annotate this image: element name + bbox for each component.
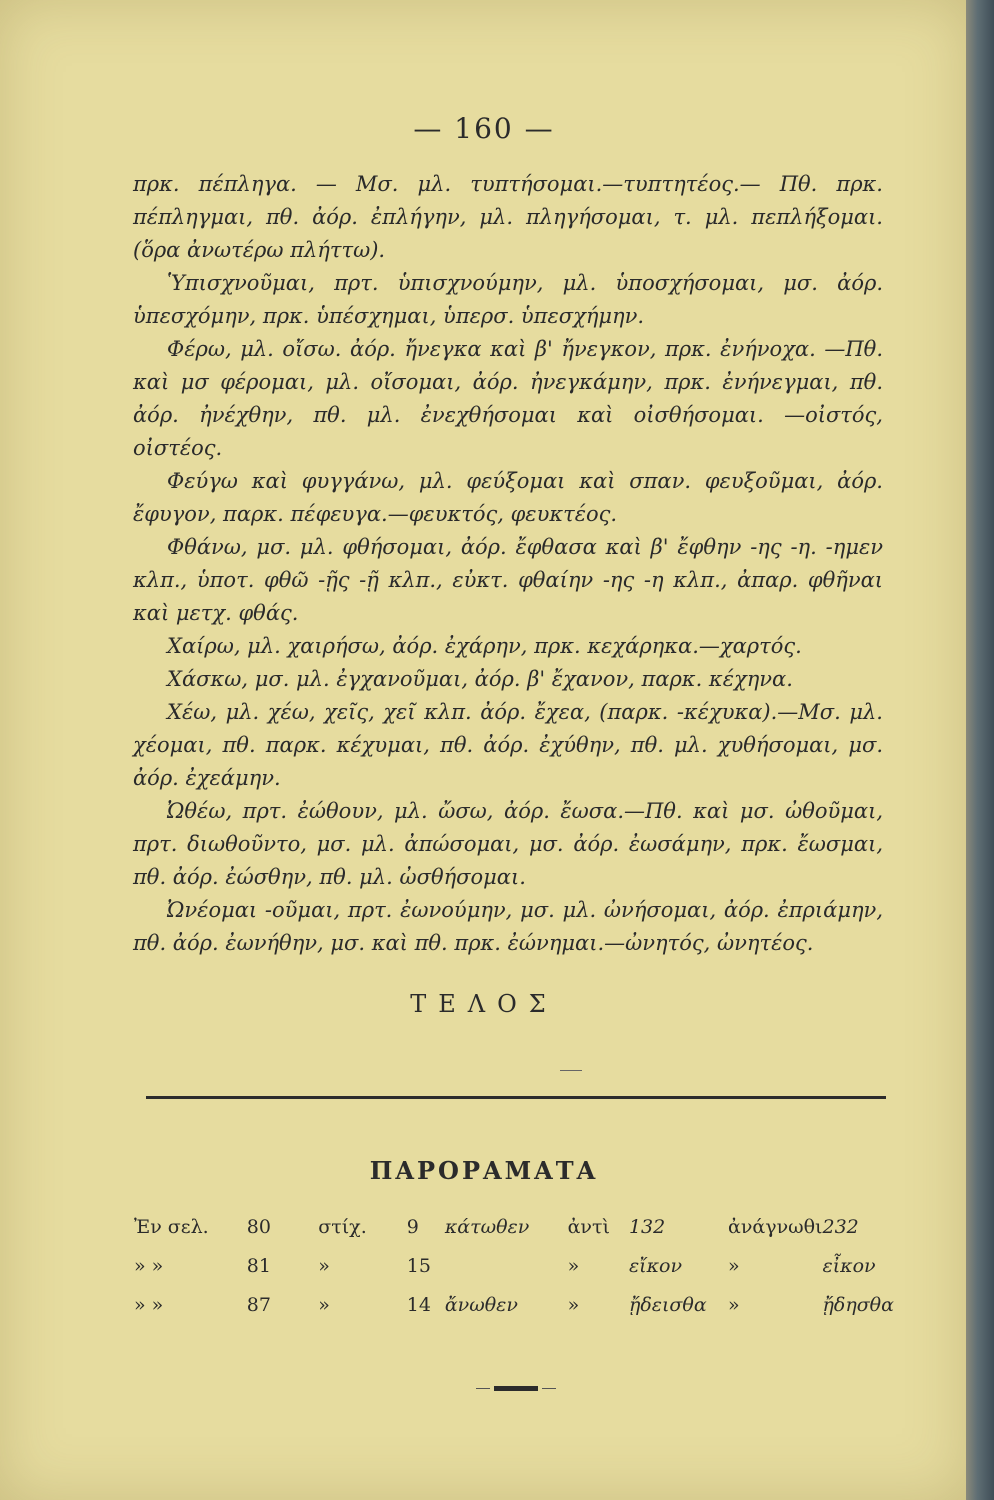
- divider: [146, 1096, 886, 1099]
- errata-correct-reading: ᾔδησθα: [822, 1293, 894, 1316]
- errata-line-label: »: [318, 1254, 330, 1277]
- paragraph: Χαίρω, μλ. χαιρήσω, ἀόρ. ἐχάρην, πρκ. κεχάρηκα.—χαρτός.: [167, 634, 802, 658]
- table-row: [134, 1207, 894, 1246]
- errata-read: »: [728, 1293, 740, 1316]
- errata-line-label: »: [318, 1293, 330, 1316]
- ornament: [494, 1386, 538, 1391]
- paragraph: Ὠνέομαι -οῦμαι, πρτ. ἐωνούμην, μσ. μλ. ὠνήσομαι, ἀόρ. ἐπριάμην, πθ. ἀόρ. ἐωνήθην, μσ. καὶ πθ. πρκ. ἐώνημαι.—ὠνητός, ὠνητέος.: [133, 898, 883, 955]
- paragraph: Χέω, μλ. χέω, χεῖς, χεῖ κλπ. ἀόρ. ἔχεα, (παρκ. -κέχυκα).—Μσ. μλ. χέομαι, πθ. παρκ. κέχυμαι, πθ. ἀόρ. ἐχύθην, πθ. μλ. χυθήσομαι, μσ. ἀόρ. ἐχεάμην.: [133, 700, 883, 790]
- paragraph: Φθάνω, μσ. μλ. φθήσομαι, ἀόρ. ἔφθασα καὶ β' ἔφθην -ης -η. -ημεν κλπ., ὑποτ. φθῶ -ῇς -ῇ κλπ., εὐκτ. φθαίην -ης -η κλπ., ἀπαρ. φθῆναι καὶ μετχ. φθάς.: [133, 535, 883, 625]
- errata-correct-reading: εἶκον: [822, 1254, 876, 1277]
- errata-line-label: στίχ.: [318, 1215, 367, 1238]
- errata-page: 80: [246, 1215, 271, 1238]
- errata-context: ἄνωθεν: [444, 1293, 518, 1316]
- table-row: [134, 1285, 894, 1324]
- errata-page-label: » »: [134, 1293, 164, 1316]
- errata-wrong-reading: 132: [628, 1215, 666, 1238]
- errata-page-label: » »: [134, 1254, 164, 1277]
- errata-instead: ἀντὶ: [567, 1215, 610, 1238]
- main-text: [133, 168, 883, 960]
- errata-wrong-reading: εἴκον: [628, 1254, 683, 1277]
- errata-page-label: Ἐν σελ.: [134, 1215, 209, 1238]
- page-number: — 160 —: [413, 112, 555, 145]
- errata-title: ΠΑΡΟΡΑΜΑΤΑ: [369, 1156, 599, 1185]
- errata-read: »: [728, 1254, 740, 1277]
- errata-line: 15: [406, 1254, 431, 1277]
- errata-context: [445, 1246, 568, 1285]
- paragraph: Χάσκω, μσ. μλ. ἐγχανοῦμαι, ἀόρ. β' ἔχανον, παρκ. κέχηνα.: [167, 667, 793, 691]
- errata-instead: »: [567, 1293, 580, 1316]
- errata-line: 9: [406, 1215, 419, 1238]
- paragraph: πρκ. πέπληγα. — Μσ. μλ. τυπτήσομαι.—τυπτητέος.— Πθ. πρκ. πέπληγμαι, πθ. ἀόρ. ἐπλήγην, μλ. πληγήσομαι, τ. μλ. πεπλήξομαι. (ὅρα ἀνωτέρω πλήττω).: [133, 172, 883, 262]
- errata-page: 87: [246, 1293, 271, 1316]
- divider-small: [560, 1070, 582, 1071]
- book-spine: [966, 0, 994, 1500]
- table-row: [134, 1246, 894, 1285]
- errata-wrong-reading: ᾔδεισθα: [628, 1293, 707, 1316]
- ornament-line-left: [476, 1388, 490, 1389]
- ornament-line-right: [542, 1388, 556, 1389]
- errata-line: 14: [406, 1293, 431, 1316]
- errata-context: κάτωθεν: [444, 1215, 530, 1238]
- errata-table: [134, 1207, 894, 1324]
- paragraph: Ὠθέω, πρτ. ἐώθουν, μλ. ὤσω, ἀόρ. ἔωσα.—Πθ. καὶ μσ. ὠθοῦμαι, πρτ. διωθοῦντο, μσ. μλ. ἀπώσομαι, μσ. ἀόρ. ἐωσάμην, πρκ. ἔωσμαι, πθ. ἀόρ. ἐώσθην, πθ. μλ. ὠσθήσομαι.: [133, 799, 883, 889]
- paragraph: Ὑπισχνοῦμαι, πρτ. ὑπισχνούμην, μλ. ὑποσχήσομαι, μσ. ἀόρ. ὑπεσχόμην, πρκ. ὑπέσχημαι, ὑπερσ. ὑπεσχήμην.: [133, 271, 883, 328]
- errata-page: 81: [246, 1254, 271, 1277]
- errata-instead: »: [567, 1254, 580, 1277]
- errata-correct-reading: 232: [822, 1215, 859, 1238]
- paragraph: Φεύγω καὶ φυγγάνω, μλ. φεύξομαι καὶ σπαν. φευξοῦμαι, ἀόρ. ἔφυγον, παρκ. πέφευγα.—φευκτός, φευκτέος.: [133, 469, 883, 526]
- end-mark: ΤΕΛΟΣ: [410, 990, 558, 1018]
- paragraph: Φέρω, μλ. οἴσω. ἀόρ. ἤνεγκα καὶ β' ἤνεγκον, πρκ. ἐνήνοχα. —Πθ. καὶ μσ φέρομαι, μλ. οἴσομαι, ἀόρ. ἠνεγκάμην, πρκ. ἐνήνεγμαι, πθ. ἀόρ. ἠνέχθην, πθ. μλ. ἐνεχθήσομαι καὶ οἰσθήσομαι. —οἰστός, οἰστέος.: [133, 337, 883, 460]
- errata-read: ἀνάγνωθι: [728, 1215, 823, 1238]
